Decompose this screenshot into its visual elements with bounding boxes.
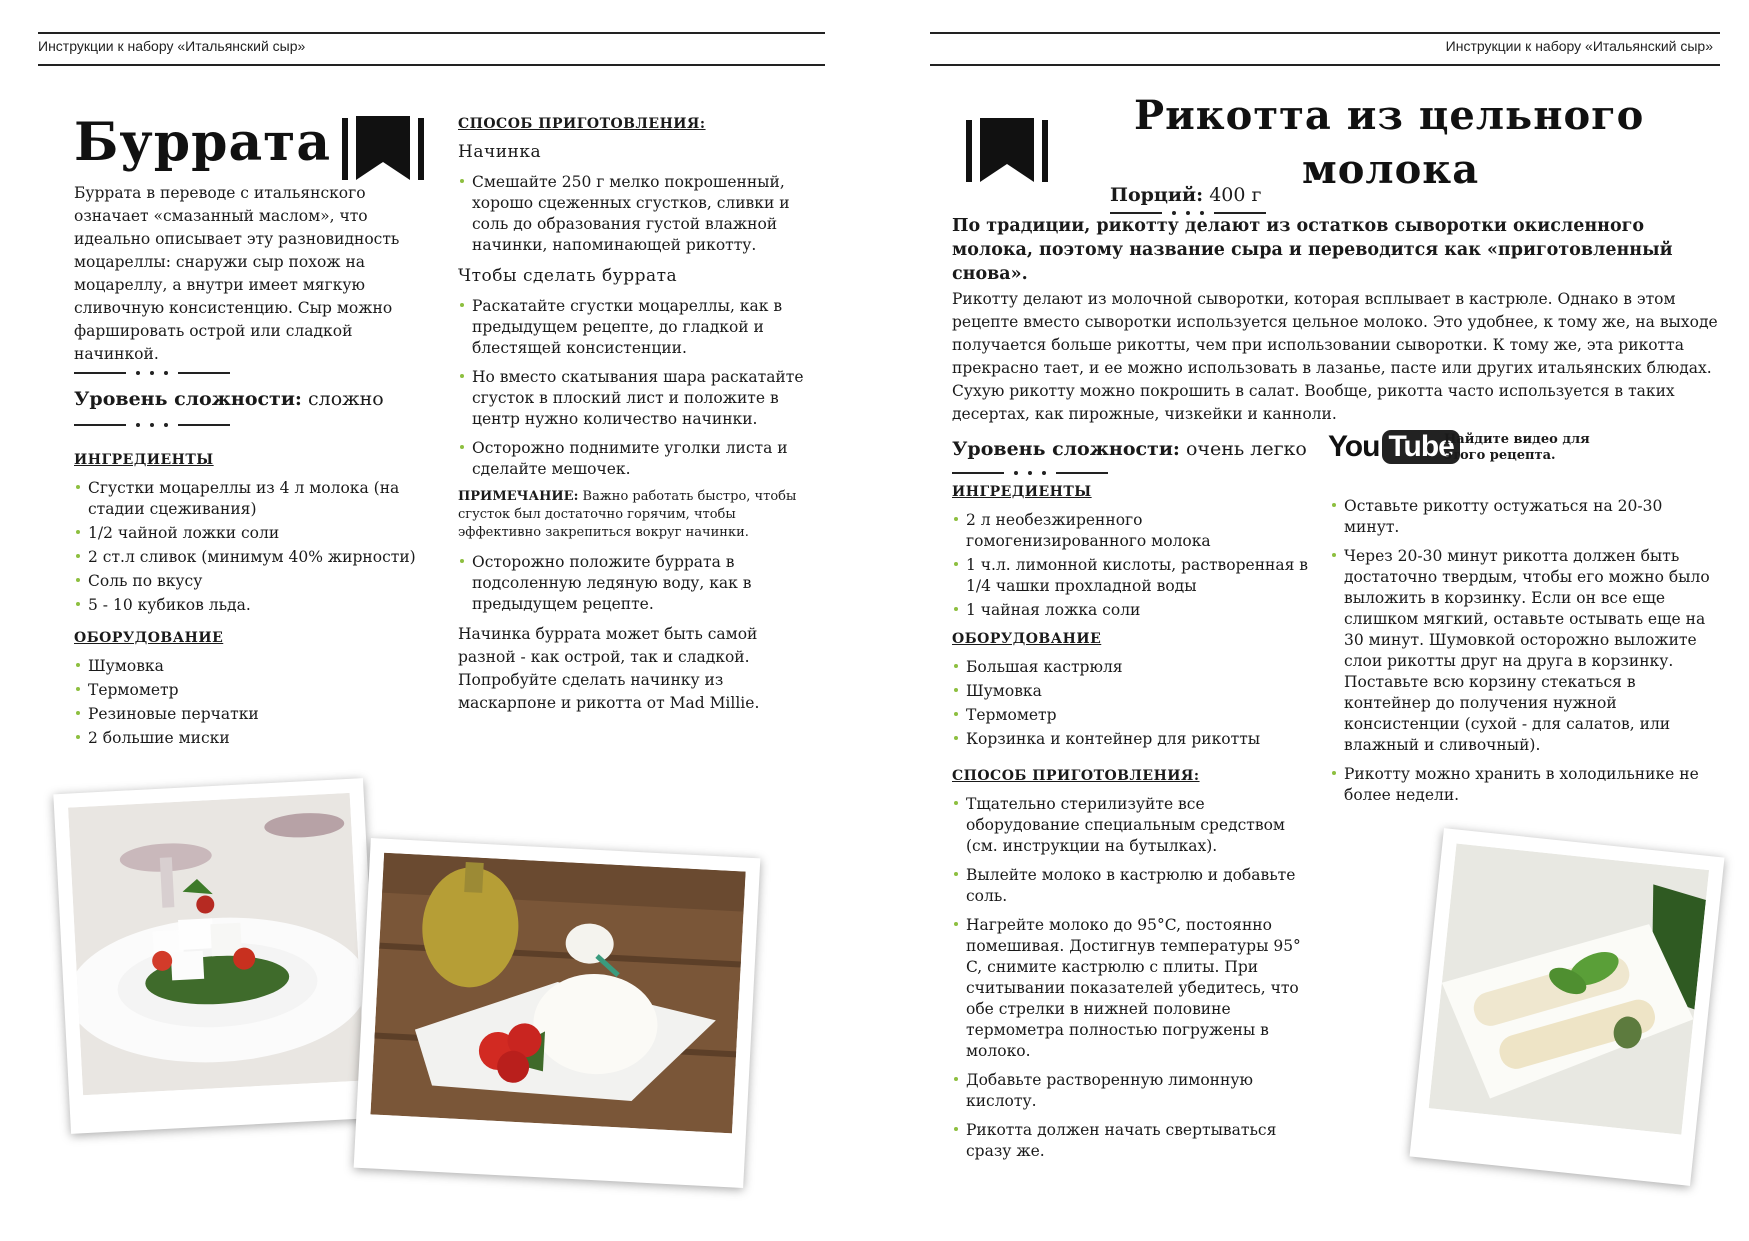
equipment-list	[952, 657, 1312, 750]
list-item: 2 л необезжиренного гомогенизированного молока	[952, 510, 1312, 552]
list-item: Большая кастрюля	[952, 657, 1312, 678]
caprese-image	[68, 793, 365, 1095]
ingredients-list	[74, 478, 434, 616]
closing-text: Начинка буррата может быть самой разной - как острой, так и сладкой. Попробуйте сделать начинку из маскарпоне и рикотта от Mad Millie.	[458, 625, 760, 712]
list-item: Сгустки моцареллы из 4 л молока (на стадии сцеживания)	[74, 478, 434, 520]
portions-value: 400 г	[1209, 184, 1262, 206]
recipe-title: Буррата	[74, 112, 332, 173]
difficulty-label: Уровень сложности:	[74, 388, 302, 410]
left-page	[0, 0, 874, 1241]
list-item: Резиновые перчатки	[74, 704, 434, 725]
difficulty-value: очень легко	[1185, 438, 1307, 460]
youtube-logo[interactable]	[1328, 430, 1460, 464]
method-heading: СПОСОБ ПРИГОТОВЛЕНИЯ:	[458, 116, 706, 132]
list-item: Осторожно положите буррата в подсоленную ледяную воду, как в предыдущем рецепте.	[458, 552, 818, 615]
intro-text: Буррата в переводе с итальянского означает «смазанный маслом», что идеально описывает эту разновидность моцареллы: снаружи сыр похож на моцареллу, а внутри имеет мягкую сливочную консистенцию. Сыр можно фаршировать острой или сладкой начинкой.	[74, 184, 400, 363]
filling-heading: Начинка	[458, 142, 542, 162]
list-item: Корзинка и контейнер для рикотты	[952, 729, 1312, 750]
method-steps-continued	[1330, 496, 1710, 806]
left-column-1	[74, 182, 434, 752]
list-item: Нагрейте молоко до 95°C, постоянно помешивая. Достигнув температуры 95° C, снимите кастрюлю с плиты. При считывании показателей убедитесь, что обе стрелки в нижней половине термометра полностью погружены в молоко.	[952, 915, 1312, 1062]
header-rule-top	[930, 32, 1720, 34]
list-item: Рикотта должен начать свертываться сразу же.	[952, 1120, 1312, 1162]
list-item: Осторожно поднимите уголки листа и сделайте мешочек.	[458, 438, 818, 480]
youtube-tube: Tube	[1382, 430, 1459, 464]
youtube-caption: Найдите видео для этого рецепта.	[1444, 432, 1590, 463]
running-head: Инструкции к набору «Итальянский сыр»	[38, 38, 306, 54]
list-item: Термометр	[952, 705, 1312, 726]
make-heading: Чтобы сделать буррата	[458, 266, 678, 286]
bookmark-icon	[342, 116, 424, 182]
running-head: Инструкции к набору «Итальянский сыр»	[1445, 38, 1713, 54]
list-item: Раскатайте сгустки моцареллы, как в предыдущем рецепте, до гладкой и блестящей консистенции.	[458, 296, 818, 359]
list-item: 2 ст.л сливок (минимум 40% жирности)	[74, 547, 434, 568]
portions	[1110, 184, 1261, 206]
note	[458, 488, 818, 542]
recipe-title-line-1: Рикотта из цельного	[1134, 92, 1645, 139]
youtube-you: You	[1328, 430, 1380, 463]
right-page	[874, 0, 1749, 1241]
photo-cannelloni	[1410, 828, 1725, 1186]
list-item: 5 - 10 кубиков льда.	[74, 595, 434, 616]
cannelloni-image	[1429, 844, 1709, 1135]
final-steps	[458, 552, 818, 615]
right-column-2	[1330, 496, 1710, 814]
lead-block	[952, 214, 1722, 426]
lead-text: По традиции, рикотту делают из остатков сыворотки окисленного молока, поэтому название сыра и переводится как «приготовленный снова».	[952, 216, 1673, 284]
list-item: Через 20-30 минут рикотта должен быть достаточно твердым, чтобы его можно было выложить в корзинку. Если он все еще слишком мягкий, оставьте остывать еще на 30 минут. Шумовкой осторожно выложите слои рикотты друг на друга в корзинку. Поставьте всю корзину стекаться в контейнер до получения нужной консистенции (сухой - для салатов, или влажный и сливочный).	[1330, 546, 1710, 756]
header-rule-bottom	[38, 64, 825, 66]
method-heading: СПОСОБ ПРИГОТОВЛЕНИЯ:	[952, 768, 1200, 784]
difficulty	[74, 388, 434, 410]
list-item: Термометр	[74, 680, 434, 701]
list-item: 1 ч.л. лимонной кислоты, растворенная в 1/4 чашки прохладной воды	[952, 555, 1312, 597]
portions-label: Порций:	[1110, 184, 1204, 206]
list-item: Добавьте растворенную лимонную кислоту.	[952, 1070, 1312, 1112]
difficulty-value: сложно	[307, 388, 384, 410]
method-steps	[952, 794, 1312, 1162]
list-item: 1/2 чайной ложки соли	[74, 523, 434, 544]
note-label: ПРИМЕЧАНИЕ:	[458, 489, 579, 504]
intro-text: Рикотту делают из молочной сыворотки, которая всплывает в кастрюле. Однако в этом рецепте вместо сыворотки используется цельное молоко. Это удобнее, к тому же, на выходе получается больше рикотты, чем при использовании сыворотки. К тому же, эта рикотта прекрасно тает, и ее можно использовать в лазанье, пасте или других итальянских блюдах. Сухую рикотту можно покрошить в салат. Вообще, рикотта часто используется в таких десертах, как пирожные, чизкейки и канноли.	[952, 290, 1718, 423]
divider	[952, 468, 1312, 478]
ingredients-list	[952, 510, 1312, 621]
left-column-2	[458, 116, 818, 715]
ingredients-heading: ИНГРЕДИЕНТЫ	[74, 452, 214, 468]
list-item: Но вместо скатывания шара раскатайте сгусток в плоский лист и положите в центр нужно количество начинки.	[458, 367, 818, 430]
difficulty	[952, 438, 1312, 460]
right-column-1	[952, 438, 1312, 1170]
make-steps	[458, 296, 818, 480]
list-item: Вылейте молоко в кастрюлю и добавьте соль.	[952, 865, 1312, 907]
equipment-heading: ОБОРУДОВАНИЕ	[952, 631, 1102, 647]
recipe-title-line-2: молока	[1302, 146, 1480, 193]
list-item: Шумовка	[74, 656, 434, 677]
header-rule-bottom	[930, 64, 1720, 66]
list-item: Смешайте 250 г мелко покрошенный, хорошо сцеженных сгустков, сливки и соль до образования густой влажной начинки, напоминающей рикотту.	[458, 172, 818, 256]
list-item: Шумовка	[952, 681, 1312, 702]
photo-burrata	[354, 838, 761, 1188]
difficulty-label: Уровень сложности:	[952, 438, 1180, 460]
burrata-image	[370, 853, 745, 1134]
list-item: Тщательно стерилизуйте все оборудование специальным средством (см. инструкции на бутылках).	[952, 794, 1312, 857]
list-item: 1 чайная ложка соли	[952, 600, 1312, 621]
equipment-list	[74, 656, 434, 749]
bookmark-icon	[966, 118, 1048, 184]
divider	[74, 420, 434, 430]
list-item: 2 большие миски	[74, 728, 434, 749]
list-item: Рикотту можно хранить в холодильнике не более недели.	[1330, 764, 1710, 806]
photo-caprese	[53, 778, 380, 1134]
list-item: Соль по вкусу	[74, 571, 434, 592]
divider	[74, 368, 434, 378]
header-rule-top	[38, 32, 825, 34]
ingredients-heading: ИНГРЕДИЕНТЫ	[952, 484, 1092, 500]
list-item: Оставьте рикотту остужаться на 20-30 минут.	[1330, 496, 1710, 538]
note-text: Важно работать быстро, чтобы сгусток был достаточно горячим, чтобы эффективно закрепиться вокруг начинки.	[458, 489, 797, 540]
filling-steps	[458, 172, 818, 256]
equipment-heading: ОБОРУДОВАНИЕ	[74, 630, 224, 646]
